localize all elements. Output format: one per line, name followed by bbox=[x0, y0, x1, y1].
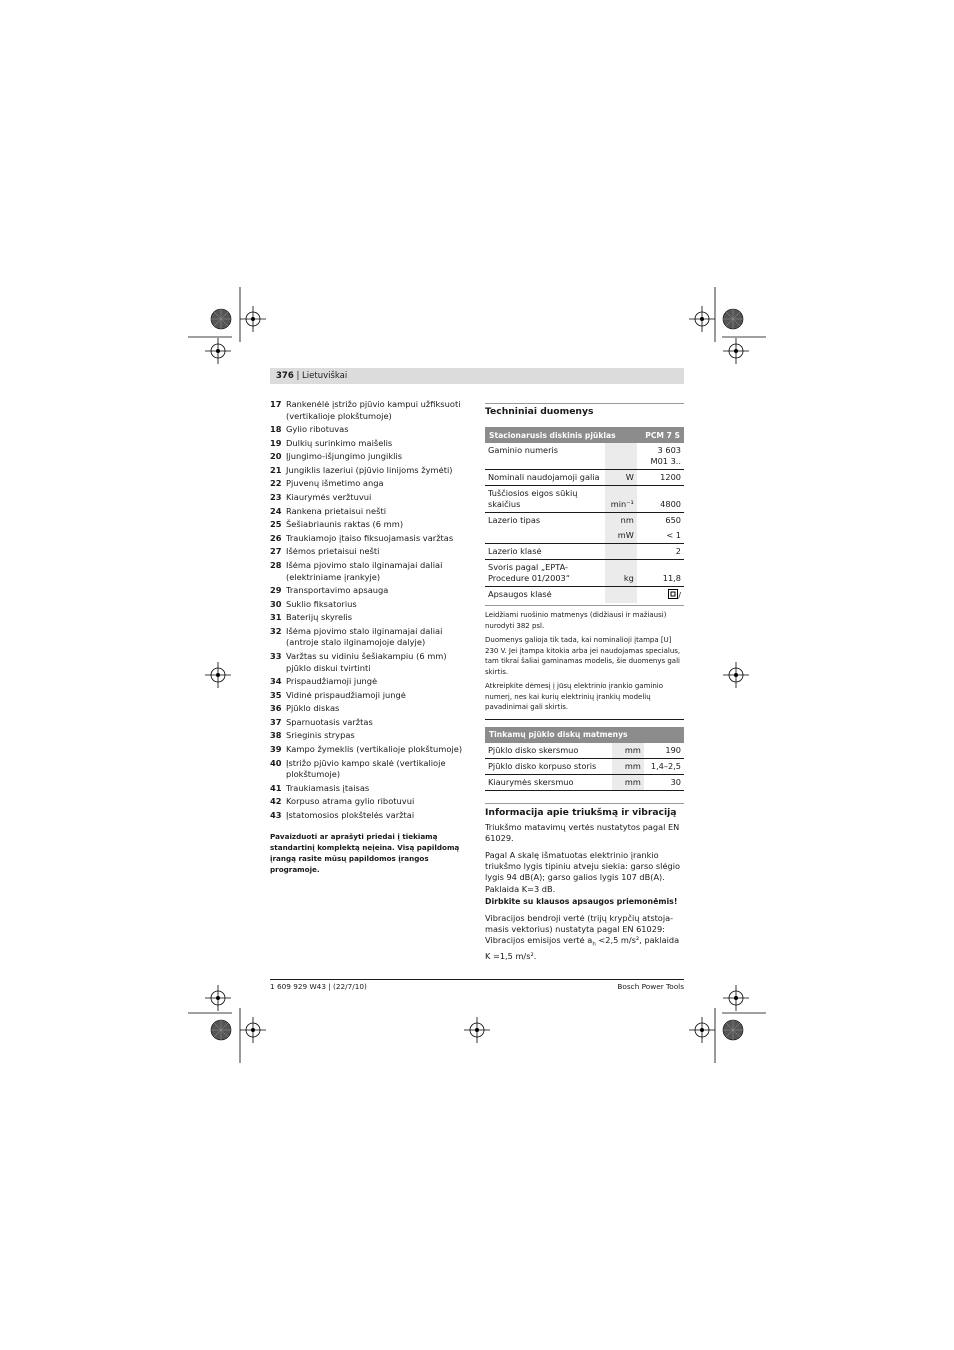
list-item bbox=[270, 560, 470, 583]
part-number: 40 bbox=[270, 757, 282, 768]
list-item bbox=[270, 744, 470, 756]
part-number: 24 bbox=[270, 505, 282, 516]
tech-note: Leidžiami ruošinio matmenys (didžiausi ir mažiausi) nurodyti 382 psl. bbox=[485, 611, 667, 630]
part-label: Įjungimo-išjungimo jungiklis bbox=[286, 451, 403, 462]
part-number: 29 bbox=[270, 585, 282, 596]
noise-title: Informacija apie triukšmą ir vibraciją bbox=[485, 806, 677, 818]
noise-paragraph: Triukšmo matavimų vertės nustatytos pagal EN 61029. bbox=[485, 821, 680, 843]
part-label: Išėma pjovimo stalo ilginamajai daliai (antroje stalo ilginamojoje dalyje) bbox=[286, 625, 443, 648]
part-number: 36 bbox=[270, 703, 282, 714]
table-row: Pjūklo disko skersmuo mm 190 bbox=[485, 743, 684, 759]
part-number: 39 bbox=[270, 744, 282, 755]
part-number: 19 bbox=[270, 437, 282, 448]
part-label: Korpuso atrama gylio ribotuvui bbox=[286, 796, 415, 807]
list-item bbox=[270, 492, 470, 504]
part-label: Rankenėlė įstrižo pjūvio kampui užfiksuoti (vertikalioje plokštumoje) bbox=[286, 399, 461, 421]
part-label: Šešiabriaunis raktas (6 mm) bbox=[286, 519, 404, 530]
list-item bbox=[270, 533, 470, 545]
list-item bbox=[270, 478, 470, 490]
part-label: Įstrižo pjūvio kampo skalė (vertikalioje plokštumoje) bbox=[286, 757, 446, 780]
part-number: 43 bbox=[270, 809, 282, 820]
part-label: Srieginis strypas bbox=[286, 730, 355, 741]
part-number: 33 bbox=[270, 651, 282, 661]
part-number: 21 bbox=[270, 464, 282, 475]
table-row: Kiaurymės skersmuo mm 30 bbox=[485, 774, 684, 790]
list-item bbox=[270, 399, 470, 422]
list-item bbox=[270, 651, 470, 674]
list-item bbox=[270, 758, 470, 781]
part-number: 22 bbox=[270, 478, 282, 489]
list-item bbox=[270, 676, 470, 688]
header-section: Lietuviškai bbox=[302, 371, 348, 381]
right-column bbox=[485, 403, 684, 962]
part-number: 17 bbox=[270, 399, 282, 409]
part-label: Traukiamojo įtaiso fiksuojamasis varžtas bbox=[286, 532, 454, 543]
list-item bbox=[270, 585, 470, 597]
list-item bbox=[270, 703, 470, 715]
tech-table-model: PCM 7 S bbox=[637, 427, 684, 443]
noise-warning: Dirbkite su klausos apsaugos priemonėmis! bbox=[485, 896, 678, 906]
part-number: 38 bbox=[270, 730, 282, 741]
part-number: 37 bbox=[270, 716, 282, 727]
table-row: Nominali naudojamoji galia W 1200 bbox=[485, 470, 684, 486]
part-number: 28 bbox=[270, 560, 282, 571]
vibration-paragraph: Vibracijos bendroji vertė (trijų krypčių atstoja-masis vektorius) nustatyta pagal EN 61029: Vibracijos emisijos vertė $a_h <2,5$ m/s², paklaida K =1,5 m/s². bbox=[485, 912, 680, 962]
part-label: Jungiklis lazeriui (pjūvio linijoms žymėti) bbox=[286, 464, 453, 475]
part-label: Suklio fiksatorius bbox=[286, 598, 357, 609]
page-header bbox=[270, 368, 684, 384]
part-number: 20 bbox=[270, 451, 282, 462]
list-item bbox=[270, 796, 470, 808]
table-row: Tuščiosios eigos sūkių skaičius min⁻¹ 4800 bbox=[485, 486, 684, 513]
part-label: Prispaudžiamoji jungė bbox=[286, 676, 378, 687]
part-label: Transportavimo apsauga bbox=[286, 585, 389, 596]
list-item bbox=[270, 717, 470, 729]
table-row: Lazerio tipas nm 650 bbox=[485, 513, 684, 529]
part-label: Dulkių surinkimo maišelis bbox=[286, 437, 393, 448]
part-number: 35 bbox=[270, 689, 282, 700]
list-item bbox=[270, 810, 470, 822]
list-item bbox=[270, 690, 470, 702]
part-label: Pjūklo diskas bbox=[286, 703, 340, 714]
footer-right: Bosch Power Tools bbox=[617, 982, 684, 991]
tech-note: Atkreipkite dėmesį į jūsų elektrinio įrankio gaminio numerį, nes kai kurių elektrinių įrankių modelių pavadinimai gali skirtis. bbox=[485, 682, 663, 711]
list-item bbox=[270, 599, 470, 611]
tech-note: Duomenys galioja tik tada, kai nominalioji įtampa [U] 230 V. Jei įtampa kitokia arba jei naudojamas specialus, tam tikrai šaliai gaminamas modelis, šie duomenys gali skirtis. bbox=[485, 636, 681, 676]
accessories-note: Pavaizduoti ar aprašyti priedai į tiekiamą standartinį komplektą neįeina. Visą papildomą įrangą rasite mūsų papildomos įrangos programoje. bbox=[270, 832, 460, 875]
part-label: Gylio ribotuvas bbox=[286, 424, 349, 435]
protection-class-ii-icon bbox=[668, 589, 678, 599]
table-row: mW < 1 bbox=[485, 528, 684, 544]
tech-data-table bbox=[485, 427, 684, 603]
table-row: Pjūklo disko korpuso storis mm 1,4–2,5 bbox=[485, 758, 684, 774]
noise-paragraph: Pagal A skalę išmatuotas elektrinio įrankio triukšmo lygis tipiniu atveju siekia: garso slėgio lygis 94 dB(A); garso galios lygis 107 dB(A). Paklaida K=3 dB. bbox=[485, 849, 680, 894]
part-label: Vidinė prispaudžiamoji jungė bbox=[286, 689, 406, 700]
part-label: Baterijų skyrelis bbox=[286, 612, 353, 623]
table-row: Gaminio numeris 3 603 M01 3.. bbox=[485, 443, 684, 470]
part-number: 34 bbox=[270, 676, 282, 687]
part-number: 25 bbox=[270, 519, 282, 530]
part-number: 42 bbox=[270, 796, 282, 807]
part-label: Išėma pjovimo stalo ilginamajai daliai (elektriniame įrankyje) bbox=[286, 560, 443, 582]
part-label: Išėmos prietaisui nešti bbox=[286, 546, 380, 557]
part-number: 26 bbox=[270, 532, 282, 543]
list-item bbox=[270, 612, 470, 624]
parts-list bbox=[270, 399, 470, 875]
table-row: Lazerio klasė 2 bbox=[485, 544, 684, 560]
part-number: 31 bbox=[270, 612, 282, 623]
page-number: 376 bbox=[276, 371, 294, 381]
footer-left: 1 609 929 W43 | (22/7/10) bbox=[270, 982, 367, 991]
blade-table bbox=[485, 727, 684, 791]
list-item bbox=[270, 424, 470, 436]
part-number: 23 bbox=[270, 492, 282, 503]
part-label: Varžtas su vidiniu šešiakampiu (6 mm) pjūklo diskui tvirtinti bbox=[286, 651, 447, 673]
part-label: Kiaurymės veržtuvui bbox=[286, 492, 372, 503]
list-item bbox=[270, 626, 470, 649]
tech-data-title: Techniniai duomenys bbox=[485, 406, 594, 417]
part-label: Sparnuotasis varžtas bbox=[286, 716, 373, 727]
page-footer bbox=[270, 979, 684, 991]
list-item bbox=[270, 730, 470, 742]
table-row: Svoris pagal „EPTA-Procedure 01/2003“ kg 11,8 bbox=[485, 560, 684, 587]
part-number: 30 bbox=[270, 598, 282, 609]
blade-table-header: Tinkamų pjūklo diskų matmenys bbox=[485, 727, 684, 743]
part-label: Pjuvenų išmetimo anga bbox=[286, 478, 384, 489]
list-item bbox=[270, 438, 470, 450]
part-number: 27 bbox=[270, 546, 282, 557]
part-label: Įstatomosios plokštelės varžtai bbox=[286, 809, 415, 820]
part-label: Rankena prietaisui nešti bbox=[286, 505, 387, 516]
list-item bbox=[270, 465, 470, 477]
part-label: Traukiamasis įtaisas bbox=[286, 782, 370, 793]
list-item bbox=[270, 783, 470, 795]
list-item bbox=[270, 506, 470, 518]
table-row: Apsaugos klasė / bbox=[485, 587, 684, 604]
header-separator: | bbox=[296, 371, 300, 381]
part-label: Kampo žymeklis (vertikalioje plokštumoje) bbox=[286, 744, 463, 755]
list-item bbox=[270, 546, 470, 558]
tech-table-header: Stacionarusis diskinis pjūklas bbox=[485, 427, 637, 443]
part-number: 41 bbox=[270, 782, 282, 793]
part-number: 32 bbox=[270, 625, 282, 636]
list-item bbox=[270, 451, 470, 463]
list-item bbox=[270, 519, 470, 531]
part-number: 18 bbox=[270, 424, 282, 435]
